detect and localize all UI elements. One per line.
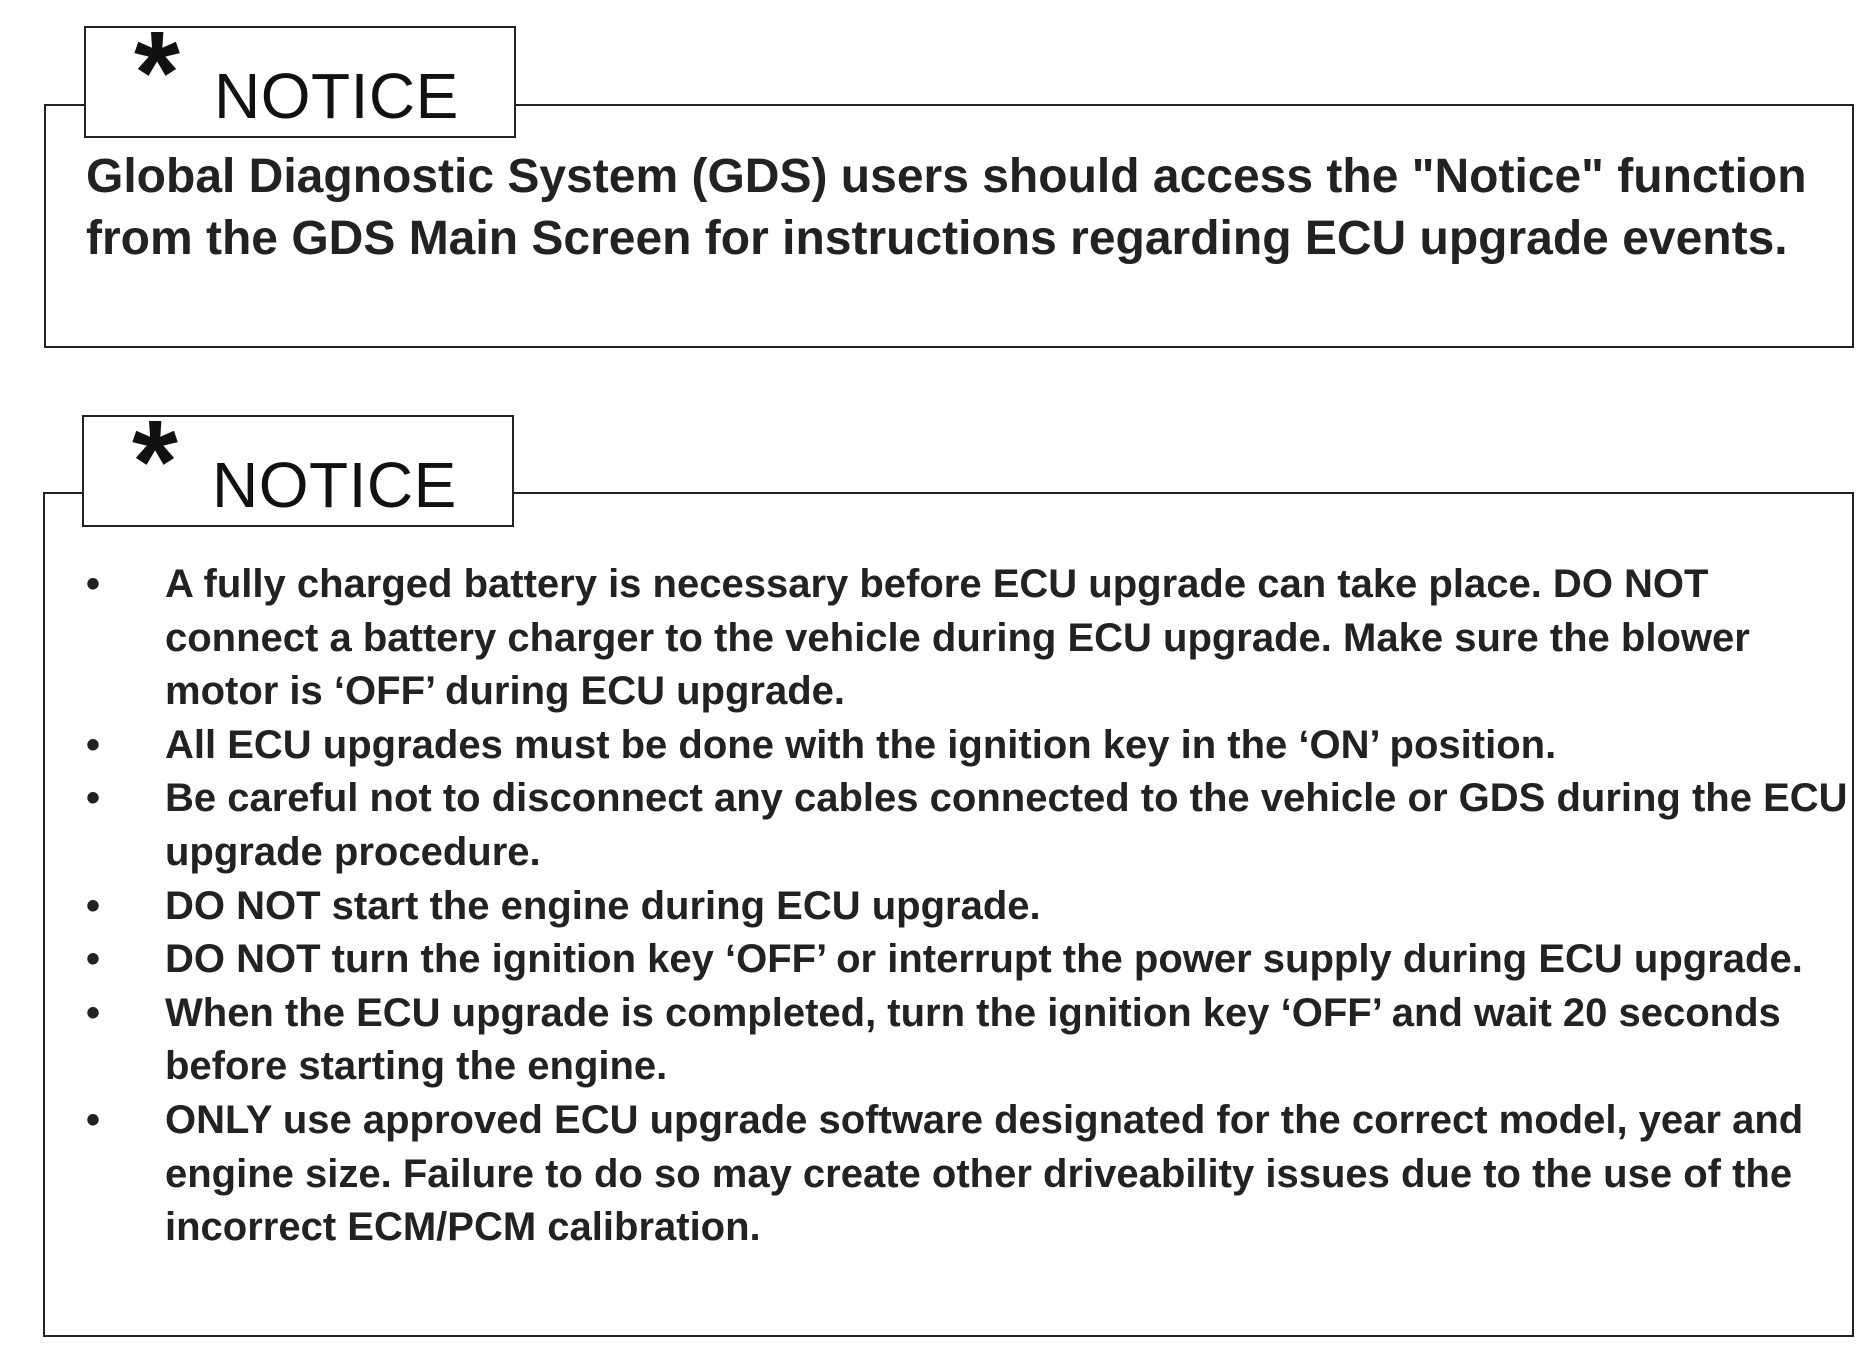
asterisk-icon: *: [134, 7, 180, 139]
list-item: [45, 1094, 1855, 1255]
notice-tab-top: [84, 7, 516, 139]
asterisk-icon: *: [132, 396, 178, 528]
notice-gds-text: Global Diagnostic System (GDS) users should access the "Notice" function from the GDS Main Screen for instructions regarding ECU upgrade events.: [86, 150, 1807, 265]
list-item-text: Be careful not to disconnect any cables connected to the vehicle or GDS during the ECU upgrade procedure.: [165, 776, 1848, 874]
list-item-text: DO NOT turn the ignition key ‘OFF’ or interrupt the power supply during ECU upgrade.: [165, 937, 1803, 982]
list-item-text: A fully charged battery is necessary before ECU upgrade can take place. DO NOT connect a battery charger to the vehicle during ECU upgrade. Make sure the blower motor is ‘OFF’ during ECU upgrade.: [165, 562, 1750, 714]
ecu-upgrade-bullet-list: [45, 558, 1848, 1255]
list-item-text: All ECU upgrades must be done with the ignition key in the ‘ON’ position.: [165, 722, 1557, 767]
bullet-icon: •: [86, 883, 101, 928]
bullet-icon: •: [86, 990, 101, 1035]
list-item: [45, 987, 1855, 1094]
list-item: [45, 772, 1855, 879]
bullet-icon: •: [86, 1097, 101, 1142]
notice-box-ecu-upgrade: [43, 492, 1854, 1337]
list-item: [45, 880, 1855, 934]
list-item: [45, 558, 1855, 719]
notice-heading: NOTICE: [214, 60, 459, 132]
list-item-text: When the ECU upgrade is completed, turn the ignition key ‘OFF’ and wait 20 seconds before starting the engine.: [165, 990, 1781, 1089]
bullet-icon: •: [86, 937, 101, 982]
list-item-text: DO NOT start the engine during ECU upgrade.: [165, 883, 1041, 928]
bullet-icon: •: [86, 722, 101, 767]
list-item: [45, 933, 1855, 987]
list-item: [45, 719, 1855, 773]
bullet-icon: •: [86, 776, 101, 821]
notice-box-gds: [44, 104, 1854, 348]
notice-heading: NOTICE: [212, 449, 457, 521]
bullet-icon: •: [86, 562, 101, 606]
list-item-text: ONLY use approved ECU upgrade software designated for the correct model, year and engine size. Failure to do so may create other driveability issues due to the use of the incorrect ECM/PCM calibration.: [165, 1097, 1804, 1250]
notice-tab-bottom: [82, 396, 514, 528]
